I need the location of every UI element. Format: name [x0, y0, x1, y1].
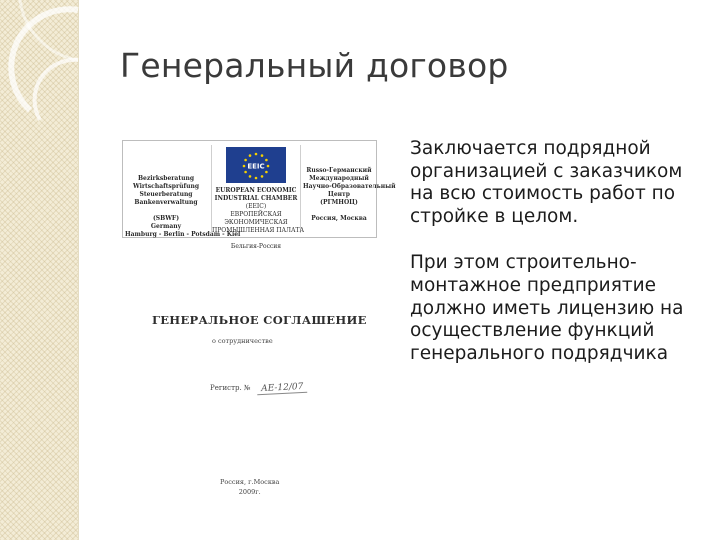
letterhead-left-line: Bankenverwaltung	[134, 199, 198, 206]
agreement-document-image	[122, 140, 396, 510]
slide-body-text	[410, 138, 706, 365]
letterhead-middle-column	[211, 145, 305, 250]
letterhead-right-line: Центр	[328, 191, 350, 198]
eu-stars-flag-icon	[226, 147, 286, 183]
decorative-arcs	[0, 0, 78, 540]
document-footer	[220, 477, 279, 497]
document-letterhead	[122, 140, 396, 250]
slide-title: Генеральный договор	[120, 46, 509, 85]
letterhead-middle-line: INDUSTRIAL CHAMBER	[214, 195, 298, 202]
document-subheading: о сотрудничестве	[212, 337, 273, 345]
logo-text: EEIC	[247, 162, 265, 171]
letterhead-middle-line	[212, 235, 300, 243]
letterhead-left-line: Bezirksberatung	[137, 175, 195, 182]
registration-label: Регистр. №	[210, 384, 251, 392]
letterhead-left-line: Wirtschaftsprüfung	[132, 183, 200, 190]
letterhead-right-line: (РГМНОЦ)	[320, 199, 358, 206]
document-heading: ГЕНЕРАЛЬНОЕ СОГЛАШЕНИЕ	[152, 313, 367, 327]
letterhead-middle-line: ПРОМЫШЛЕННАЯ ПАЛАТА	[212, 227, 305, 234]
letterhead-middle-line: ЭКОНОМИЧЕСКАЯ	[224, 219, 288, 226]
letterhead-left-line: Germany	[150, 223, 182, 230]
letterhead-right-line: Russo-Германский	[306, 167, 372, 174]
letterhead-left-line	[125, 207, 207, 215]
letterhead-left-line: Hamburg - Berlin - Potsdam - Kiel	[125, 231, 241, 238]
decorative-side-strip	[0, 0, 79, 540]
letterhead-middle-line: EUROPEAN ECONOMIC	[215, 187, 297, 194]
letterhead-right-line: Россия, Москва	[311, 215, 367, 222]
document-registration	[210, 383, 307, 394]
body-paragraph: Заключается подрядной организацией с заказчиком на всю стоимость работ по стройке в целом.	[410, 138, 683, 227]
document-footer-line: 2009г.	[238, 488, 261, 496]
letterhead-middle-line: (EEIC)	[245, 203, 267, 210]
letterhead-left-line: Steuerberatung	[139, 191, 193, 198]
registration-number: АЕ-12/07	[257, 382, 308, 396]
letterhead-right-line	[303, 207, 375, 215]
letterhead-left-line: (SBWF)	[152, 215, 180, 222]
letterhead-right-line: Международный	[309, 175, 369, 182]
letterhead-left-column	[125, 145, 241, 238]
letterhead-middle-line: ЕВРОПЕЙСКАЯ	[230, 211, 282, 218]
letterhead-middle-line: Бельгия-Россия	[230, 243, 282, 250]
letterhead-right-column	[303, 145, 396, 233]
document-footer-line: Россия, г.Москва	[220, 478, 280, 486]
letterhead-right-line: Научно-Образовательный	[303, 183, 396, 190]
body-paragraph: При этом строительно-монтажное предприятие должно иметь лицензию на осуществление функций генерального подрядчика	[410, 252, 684, 364]
